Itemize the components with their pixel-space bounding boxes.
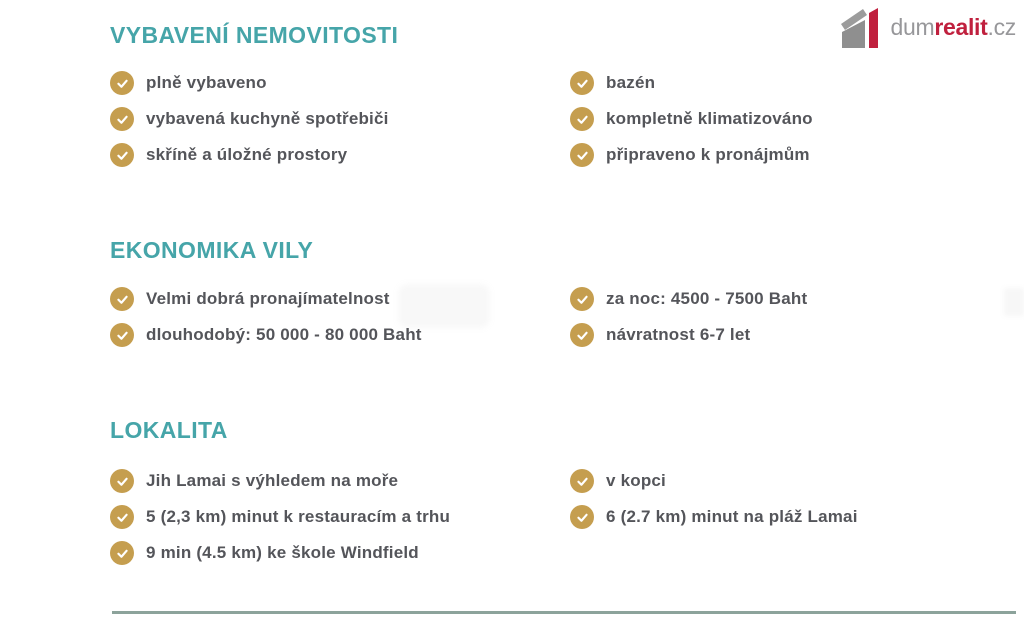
section-title: VYBAVENÍ NEMOVITOSTI: [110, 22, 399, 48]
check-icon: [570, 323, 594, 347]
section-title: EKONOMIKA VILY: [110, 237, 314, 263]
features-grid: [110, 463, 1024, 571]
feature-label: Velmi dobrá pronajímatelnost: [146, 289, 390, 308]
feature-label: skříně a úložné prostory: [146, 145, 348, 164]
feature-item: [110, 101, 570, 137]
check-icon: [110, 287, 134, 311]
features-grid: [110, 281, 1024, 353]
check-icon: [110, 469, 134, 493]
features-column-right: [570, 65, 1024, 173]
feature-item: [110, 65, 570, 101]
feature-label: vybavená kuchyně spotřebiči: [146, 109, 389, 128]
feature-item: [570, 137, 1024, 173]
feature-label: dlouhodobý: 50 000 - 80 000 Baht: [146, 325, 422, 344]
feature-label: plně vybaveno: [146, 73, 267, 92]
section-title: LOKALITA: [110, 417, 228, 443]
logo-text: [890, 13, 1016, 45]
features-grid: [110, 65, 1024, 173]
feature-item: [110, 137, 570, 173]
check-icon: [110, 541, 134, 565]
check-icon: [110, 107, 134, 131]
section-economy: [110, 239, 1024, 353]
feature-item: [110, 281, 570, 317]
features-column-right: [570, 463, 1024, 571]
features-column-left: [110, 281, 570, 353]
features-column-left: [110, 463, 570, 571]
feature-label: kompletně klimatizováno: [606, 109, 813, 128]
feature-label: 6 (2.7 km) minut na pláž Lamai: [606, 507, 858, 526]
check-icon: [570, 143, 594, 167]
feature-item: [110, 535, 570, 571]
feature-label: Jih Lamai s výhledem na moře: [146, 471, 399, 490]
check-icon: [570, 71, 594, 95]
check-icon: [570, 469, 594, 493]
check-icon: [570, 505, 594, 529]
bottom-divider: [112, 611, 1016, 614]
feature-label: připraveno k pronájmům: [606, 145, 810, 164]
features-column-left: [110, 65, 570, 173]
feature-item: [110, 463, 570, 499]
features-column-right: [570, 281, 1024, 353]
watermark-smudge: [398, 284, 490, 328]
feature-item: [570, 317, 1024, 353]
check-icon: [110, 143, 134, 167]
feature-label: bazén: [606, 73, 656, 92]
feature-item: [570, 101, 1024, 137]
check-icon: [110, 323, 134, 347]
check-icon: [110, 71, 134, 95]
feature-label: v kopci: [606, 471, 666, 490]
feature-label: 5 (2,3 km) minut k restauracím a trhu: [146, 507, 451, 526]
check-icon: [570, 287, 594, 311]
feature-item: [570, 499, 1024, 535]
feature-label: za noc: 4500 - 7500 Baht: [606, 289, 808, 308]
feature-label: návratnost 6-7 let: [606, 325, 751, 344]
logo-text-accent: realit: [934, 13, 988, 40]
feature-item: [570, 281, 1024, 317]
feature-label: 9 min (4.5 km) ke škole Windfield: [146, 543, 419, 562]
logo-text-prefix: dum: [890, 13, 935, 40]
feature-item: [570, 463, 1024, 499]
feature-item: [110, 499, 570, 535]
watermark-smudge: [1004, 288, 1024, 316]
check-icon: [570, 107, 594, 131]
feature-item: [110, 317, 570, 353]
dumrealit-logo[interactable]: [840, 4, 1016, 56]
feature-item: [570, 65, 1024, 101]
logo-text-suffix: .cz: [987, 13, 1016, 40]
check-icon: [110, 505, 134, 529]
section-location: [110, 419, 1024, 571]
dumrealit-box-icon: [840, 4, 882, 56]
